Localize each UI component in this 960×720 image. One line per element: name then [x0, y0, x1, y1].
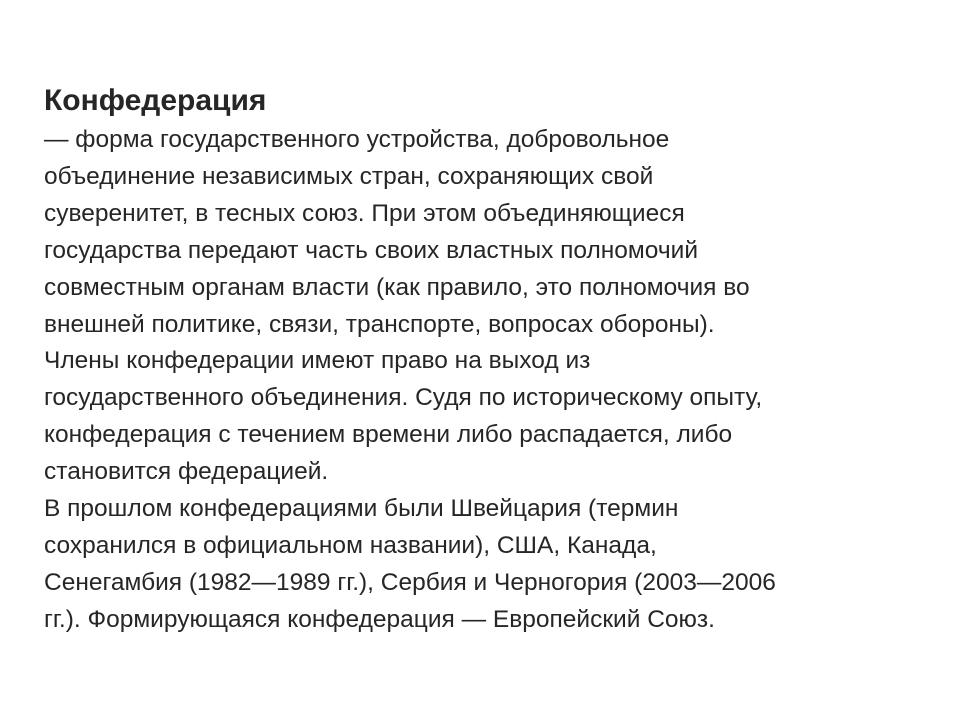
body-line: государства передают часть своих властных полномочий [44, 236, 698, 264]
body-line: — форма государственного устройства, добровольное [44, 126, 670, 153]
body-line: гг.). Формирующаяся конфедерация — Европейский Союз. [44, 605, 715, 633]
body-line: становится федерацией. [44, 458, 329, 486]
body-line: суверенитет, в тесных союз. При этом объединяющиеся [44, 199, 685, 227]
body-line: внешней политике, связи, транспорте, вопросах обороны). [44, 310, 715, 338]
body-line: Члены конфедерации имеют право на выход из [44, 347, 591, 375]
body-line: государственного объединения. Судя по историческому опыту, [44, 384, 763, 412]
body-line: объединение независимых стран, сохраняющих свой [44, 162, 654, 190]
body-line: совместным органам власти (как правило, это полномочия во [44, 273, 750, 301]
body-line: конфедерация с течением времени либо распадается, либо [44, 421, 733, 449]
body-line: сохранился в официальном названии), США, Канада, [44, 531, 657, 559]
body-line: В прошлом конфедерациями были Швейцария (термин [44, 495, 679, 523]
slide-title: Конфедерация [44, 84, 267, 117]
body-line: Сенегамбия (1982—1989 гг.), Сербия и Черногория (2003—2006 [44, 568, 776, 596]
slide-content [44, 80, 924, 639]
